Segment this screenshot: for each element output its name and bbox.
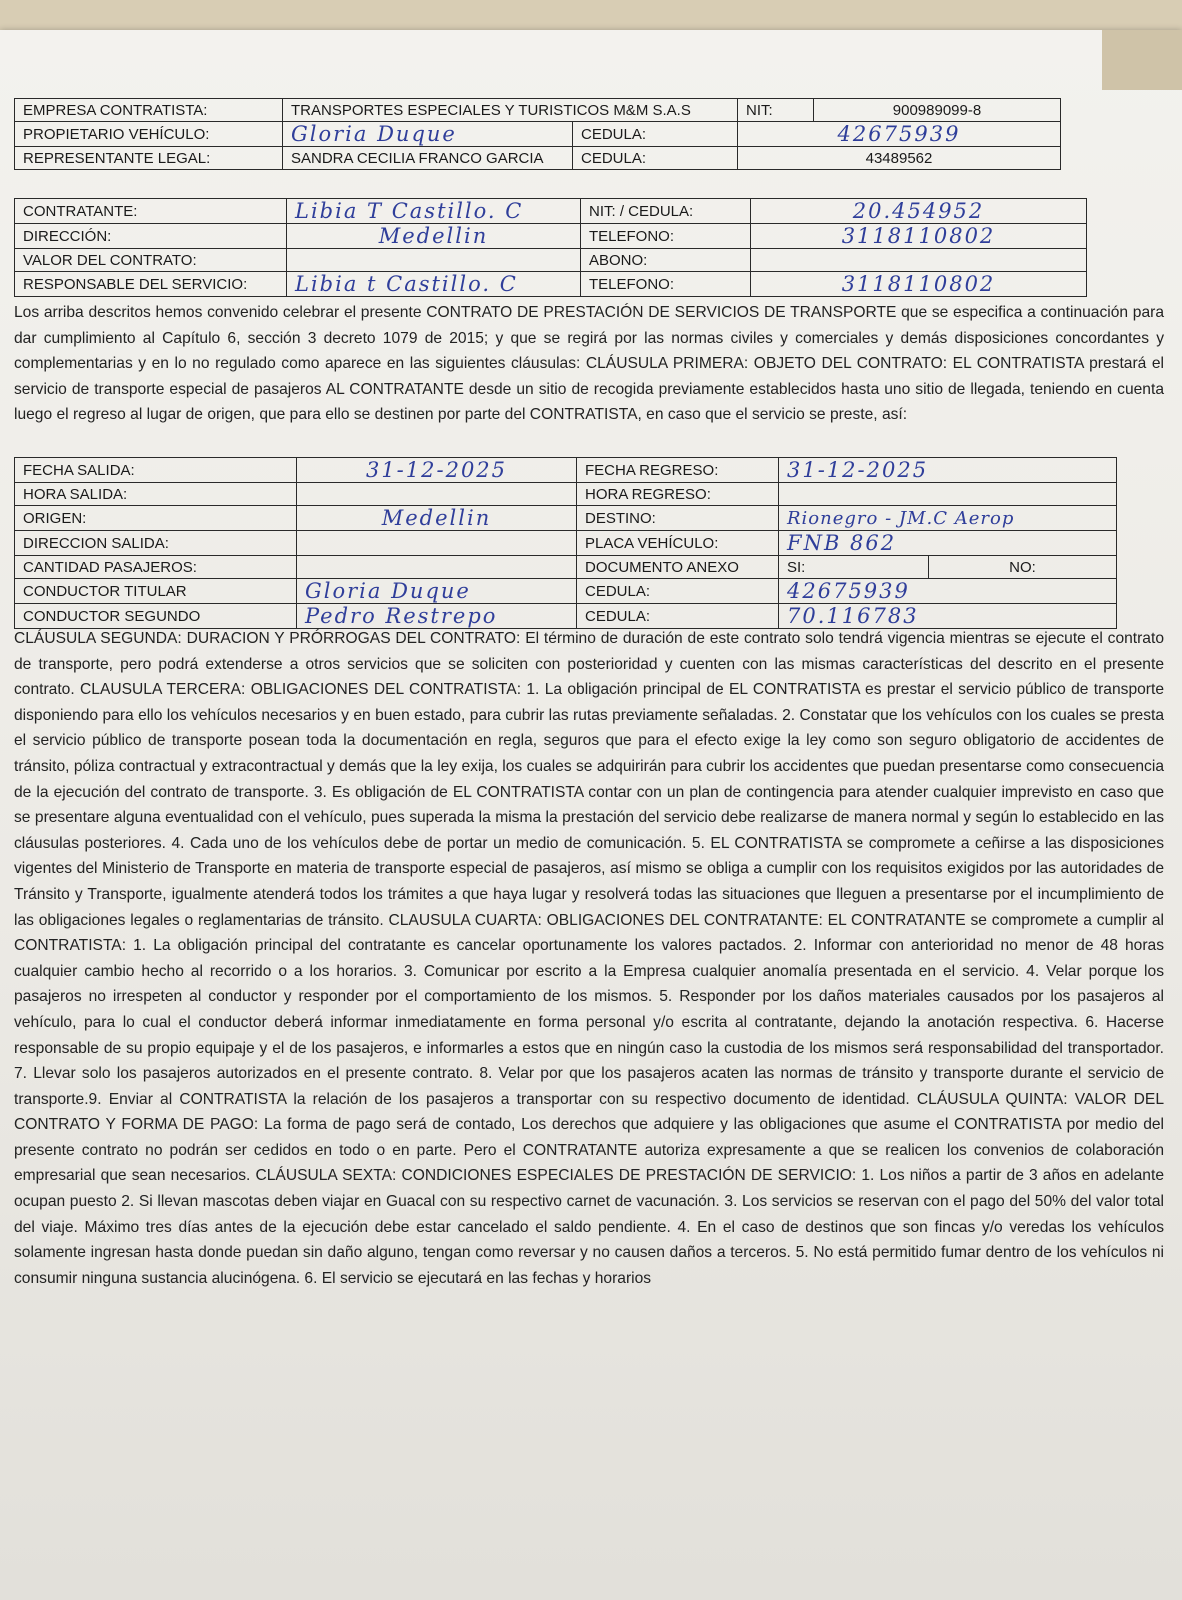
cedula-segundo-label: CEDULA:	[577, 604, 779, 629]
segundo-value: Pedro Restrepo	[297, 604, 577, 629]
responsable-label: RESPONSABLE DEL SERVICIO:	[15, 272, 287, 297]
direccion-salida-label: DIRECCION SALIDA:	[15, 531, 297, 556]
titular-value: Gloria Duque	[297, 579, 577, 604]
contratante-label: CONTRATANTE:	[15, 199, 287, 224]
fecha-salida-label: FECHA SALIDA:	[15, 458, 297, 483]
pasajeros-value	[297, 556, 577, 579]
intro-paragraph: Los arriba descritos hemos convenido celebrar el presente CONTRATO DE PRESTACIÓN DE SERVICIOS DE TRANSPORTE que se especifica a continuación para dar cumplimiento al Capítulo 6, sección 3 decreto 1079 de 2015; y que se regirá por las normas civiles y comerciales y demás disposiciones concordantes y complementarias y en lo no regulado como aparece en las siguientes cláusulas: CLÁUSULA PRIMERA: OBJETO DEL CONTRATO: EL CONTRATISTA prestará el servicio de transporte especial de pasajeros AL CONTRATANTE desde un sitio de recogida previamente establecidos hasta uno sitio de llegada, teniendo en cuenta luego el regreso al lugar de origen, que para ello se destinen por parte del CONTRATISTA, en caso que el servicio se preste, así:	[14, 304, 1164, 424]
telefono1-value: 3118110802	[751, 224, 1087, 249]
cedula2-label: CEDULA:	[573, 147, 738, 170]
propietario-value: Gloria Duque	[283, 122, 573, 147]
nit-cedula-value: 20.454952	[751, 199, 1087, 224]
hora-salida-label: HORA SALIDA:	[15, 483, 297, 506]
hora-salida-value	[297, 483, 577, 506]
destino-label: DESTINO:	[577, 506, 779, 531]
trip-table	[14, 457, 1117, 629]
contract-sheet	[0, 30, 1182, 1600]
valor-value	[287, 249, 581, 272]
representante-value: SANDRA CECILIA FRANCO GARCIA	[283, 147, 573, 170]
valor-label: VALOR DEL CONTRATO:	[15, 249, 287, 272]
nit-cedula-label: NIT: / CEDULA:	[581, 199, 751, 224]
representante-label: REPRESENTANTE LEGAL:	[15, 147, 283, 170]
nit-label: NIT:	[738, 99, 814, 122]
destino-value: Rionegro - JM.C Aerop	[779, 506, 1117, 531]
segundo-label: CONDUCTOR SEGUNDO	[15, 604, 297, 629]
company-table	[14, 98, 1061, 170]
direccion-value: Medellin	[287, 224, 581, 249]
fecha-regreso-label: FECHA REGRESO:	[577, 458, 779, 483]
clauses-paragraph: CLÁUSULA SEGUNDA: DURACION Y PRÓRROGAS DEL CONTRATO: El término de duración de este contrato solo tendrá vigencia mientras se ejecute el contrato de transporte, pero podrá extenderse a otros servicios que se soliciten con posterioridad y cuenten con las mismas características del descrito en el presente contrato. CLAUSULA TERCERA: OBLIGACIONES DEL CONTRATISTA: 1. La obligación principal de EL CONTRATISTA es prestar el servicio público de transporte disponiendo para ello los vehículos necesarios y en buen estado, para cubrir las rutas previamente señaladas. 2. Constatar que los vehículos con los cuales se presta el servicio público de transporte posean toda la documentación en regla, seguros que para el efecto exige la ley como son seguro obligatorio de accidentes de tránsito, póliza contractual y extracontractual y demás que la ley exija, los cuales se adquirirán para cubrir los accidentes que puedan presentarse como consecuencia de la ejecución del contrato de transporte. 3. Es obligación de EL CONTRATISTA contar con un plan de contingencia para atender cualquier imprevisto en caso que se presentare alguna eventualidad con el vehículo, pues superada la misma la prestación del servicio debe realizarse de manera normal y según lo establecido en las cláusulas posteriores. 4. Cada uno de los vehículos debe de portar un medio de comunicación. 5. EL CONTRATISTA se compromete a ceñirse a las disposiciones vigentes del Ministerio de Transporte en materia de transporte especial de pasajeros, así mismo se obliga a cumplir con los requisitos exigidos por las autoridades de Tránsito y Transporte, igualmente atenderá todos los trámites a que haya lugar y resolverá todas las situaciones que lleguen a presentarse por el incumplimiento de las obligaciones legales o reglamentarias de tránsito. CLAUSULA CUARTA: OBLIGACIONES DEL CONTRATANTE: EL CONTRATANTE se compromete a cumplir al CONTRATISTA: 1. La obligación principal del contratante es cancelar oportunamente los valores pactados. 2. Informar con anterioridad no menor de 48 horas cualquier cambio hecho al recorrido o a los horarios. 3. Comunicar por escrito a la Empresa cualquier anomalía presentada en el servicio. 4. Velar porque los pasajeros no irrespeten al conductor y responder por el comportamiento de los mismos. 5. Responder por los daños materiales causados por los pasajeros al vehículo, para lo cual el conductor deberá informar inmediatamente en forma personal y/o escrita al contratante, dejando la anotación respectiva. 6. Hacerse responsable de su propio equipaje y el de los pasajeros, e informarles a estos que en ningún caso la custodia de los mismos será responsabilidad del transportador. 7. Llevar solo los pasajeros autorizados en el presente contrato. 8. Velar por que los pasajeros acaten las normas de tránsito y transporte durante el servicio de transporte.9. Enviar al CONTRATISTA la relación de los pasajeros a transportar con su respectivo documento de identidad. CLÁUSULA QUINTA: VALOR DEL CONTRATO Y FORMA DE PAGO: La forma de pago será de contado, Los derechos que adquiere y las obligaciones que asume el CONTRATISTA por medio del presente contrato no podrán ser cedidos en todo o en parte. Pero el CONTRATANTE autoriza expresamente a que se realicen los convenios de colaboración empresarial que sean necesarios. CLÁUSULA SEXTA: CONDICIONES ESPECIALES DE PRESTACIÓN DE SERVICIO: 1. Los niños a partir de 3 años en adelante ocupan puesto 2. Si llevan mascotas deben viajar en Guacal con su respectivo carnet de vacunación. 3. Los servicios se reservan con el pago del 50% del valor total del viaje. Máximo tres días antes de la ejecución debe estar cancelado el saldo pendiente. 4. En el caso de destinos que son fincas y/o veredas los vehículos solamente ingresan hasta donde puedan sin daño alguno, tengan como reversar y no causen daños a terceros. 5. No está permitido fumar dentro de los vehículos ni consumir ninguna sustancia alucinógena. 6. El servicio se ejecutará en las fechas y horarios	[14, 630, 1164, 1287]
telefono2-label: TELEFONO:	[581, 272, 751, 297]
fecha-salida-value: 31-12-2025	[297, 458, 577, 483]
anexo-label: DOCUMENTO ANEXO	[577, 556, 779, 579]
cedula2-value: 43489562	[738, 147, 1061, 170]
responsable-value: Libia t Castillo. C	[287, 272, 581, 297]
propietario-label: PROPIETARIO VEHÍCULO:	[15, 122, 283, 147]
fecha-regreso-value: 31-12-2025	[779, 458, 1117, 483]
cedula-titular-label: CEDULA:	[577, 579, 779, 604]
abono-value	[751, 249, 1087, 272]
cedula-segundo-value: 70.116783	[779, 604, 1117, 629]
telefono1-label: TELEFONO:	[581, 224, 751, 249]
nit-value: 900989099-8	[814, 99, 1061, 122]
cedula-titular-value: 42675939	[779, 579, 1117, 604]
si-label: SI:	[779, 556, 929, 579]
placa-value: FNB 862	[779, 531, 1117, 556]
pasajeros-label: CANTIDAD PASAJEROS:	[15, 556, 297, 579]
direccion-label: DIRECCIÓN:	[15, 224, 287, 249]
background-folder	[1102, 30, 1182, 90]
cedula1-value: 42675939	[738, 122, 1061, 147]
no-label: NO:	[929, 556, 1117, 579]
telefono2-value: 3118110802	[751, 272, 1087, 297]
hora-regreso-label: HORA REGRESO:	[577, 483, 779, 506]
empresa-label: EMPRESA CONTRATISTA:	[15, 99, 283, 122]
empresa-value: TRANSPORTES ESPECIALES Y TURISTICOS M&M S.A.S	[283, 99, 738, 122]
contratante-value: Libia T Castillo. C	[287, 199, 581, 224]
origen-label: ORIGEN:	[15, 506, 297, 531]
hora-regreso-value	[779, 483, 1117, 506]
placa-label: PLACA VEHÍCULO:	[577, 531, 779, 556]
abono-label: ABONO:	[581, 249, 751, 272]
cedula1-label: CEDULA:	[573, 122, 738, 147]
titular-label: CONDUCTOR TITULAR	[15, 579, 297, 604]
direccion-salida-value	[297, 531, 577, 556]
contratante-table	[14, 198, 1087, 297]
origen-value: Medellin	[297, 506, 577, 531]
